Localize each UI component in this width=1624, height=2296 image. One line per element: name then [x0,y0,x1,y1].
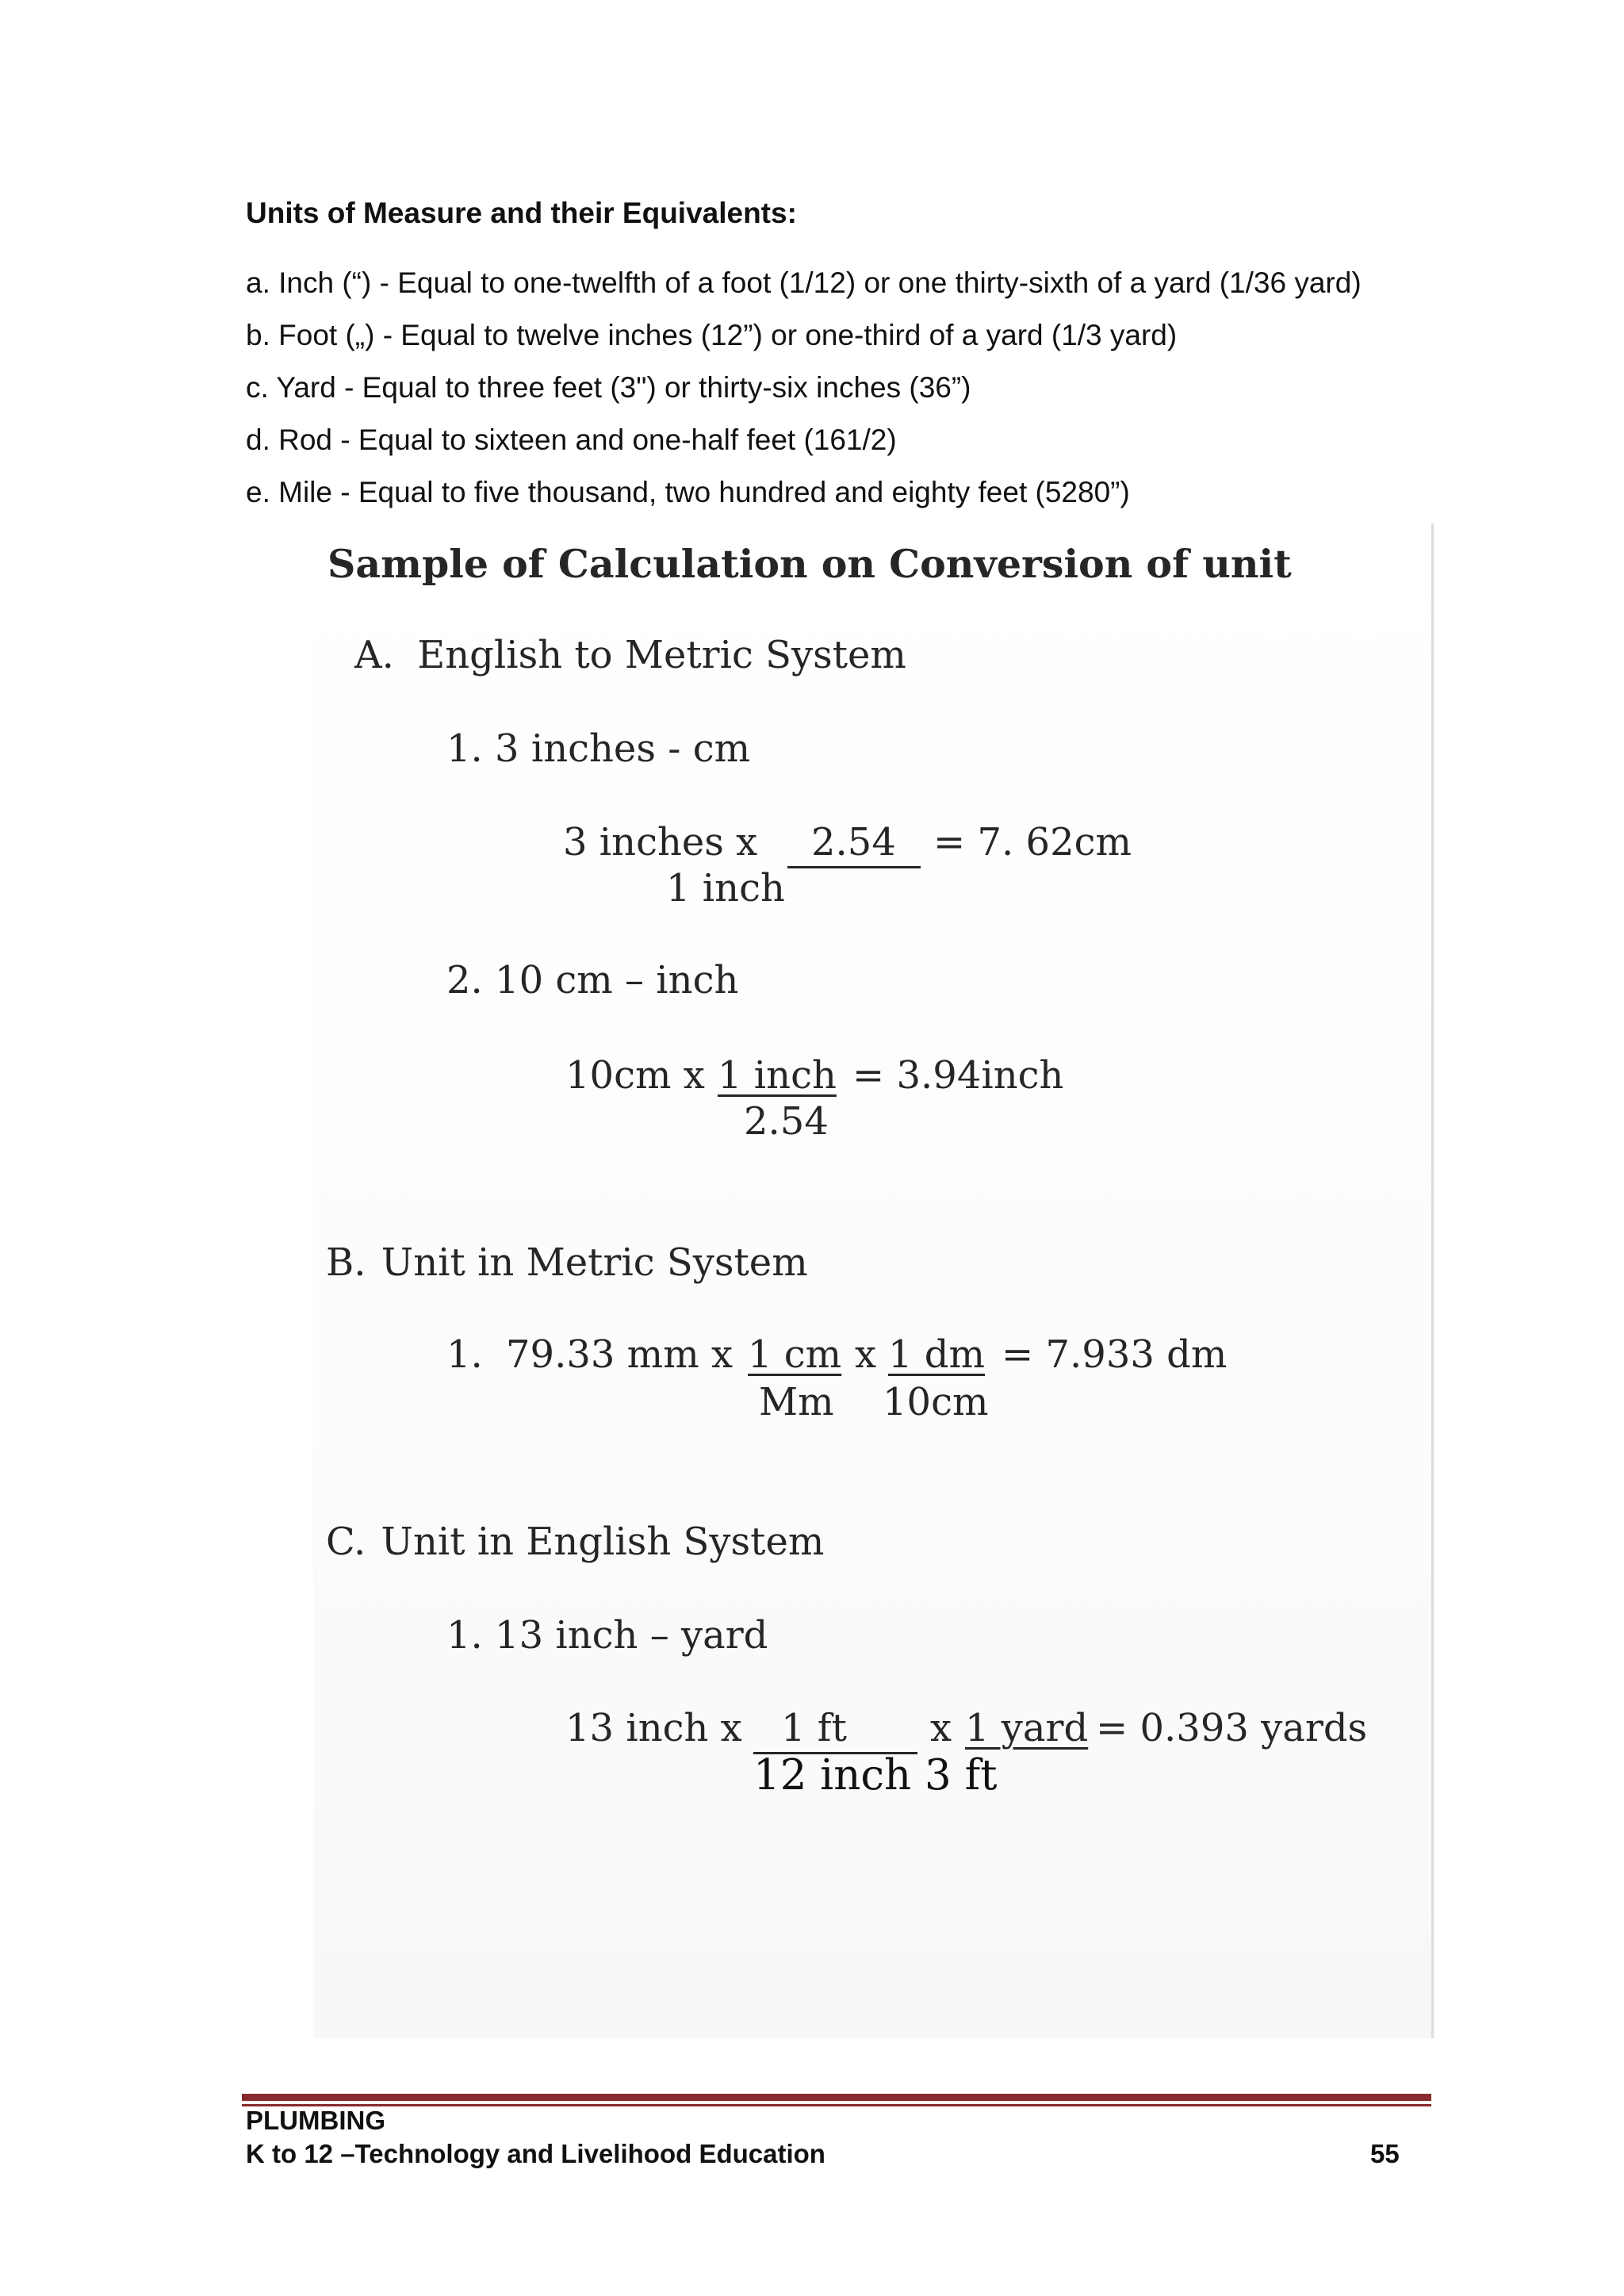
section-c-title: Unit in English System [381,1520,825,1564]
footer-rule-thin [242,2104,1431,2106]
scanned-sample-calculation [313,523,1434,2038]
section-a-item-2-result: = 3.94inch [852,1053,1064,1098]
section-c-item-1-lead: 13 inch x [565,1706,742,1750]
page-heading: Units of Measure and their Equivalents: [246,197,797,229]
section-b-item-1-denominator-1: Mm [759,1380,834,1424]
section-a-item-2-lead: 10cm x [565,1053,705,1098]
section-b-item-1-lead: 79.33 mm x [506,1332,733,1377]
footer-course: K to 12 –Technology and Livelihood Education [246,2139,825,2168]
section-a-heading [354,633,906,677]
section-a-title: English to Metric System [417,633,906,677]
section-b-item-1-multiply: x [855,1332,877,1377]
section-b-item-1-result: = 7.933 dm [1002,1332,1228,1377]
section-a-item-1-result: = 7. 62cm [933,820,1132,864]
section-b-item-1-numerator-2: 1 dm [888,1332,986,1377]
footer-rule [242,2094,1431,2101]
section-c-item-1-multiply: x [930,1706,952,1750]
section-a-item-2-numerator: 1 inch [718,1053,837,1098]
equivalent-mile: e. Mile - Equal to five thousand, two hundred and eighty feet (5280”) [246,476,1130,508]
equivalent-yard: c. Yard - Equal to three feet (3") or thirty-six inches (36”) [246,371,971,404]
section-c-label: C. [326,1520,366,1564]
section-a-item-1-numerator: 2.54 [811,820,896,864]
equivalents-list [246,262,1362,523]
section-a-item-2-denominator: 2.54 [744,1099,829,1144]
page-number: 55 [1370,2139,1400,2168]
section-b-heading [326,1240,808,1285]
section-a-item-1: 1. 3 inches - cm [446,726,751,771]
section-a-item-2: 2. 10 cm – inch [446,958,739,1002]
equivalent-rod: d. Rod - Equal to sixteen and one-half feet (161/2) [246,424,897,456]
section-b-item-1-denominator-2: 10cm [883,1380,989,1424]
section-c-item-1-denominator: 12 inch 3 ft [753,1751,998,1800]
footer-subject: PLUMBING [246,2106,385,2135]
section-a-label: A. [354,633,394,677]
section-a-item-1-denominator: 1 inch [666,866,785,910]
section-b-label: B. [326,1240,366,1285]
sample-title: Sample of Calculation on Conversion of unit [327,541,1292,587]
section-c-item-1-numerator-1: 1 ft [781,1706,847,1750]
section-c-heading [326,1520,824,1564]
section-c-item-1: 1. 13 inch – yard [446,1613,768,1658]
equivalent-foot: b. Foot („) - Equal to twelve inches (12”) or one-third of a yard (1/3 yard) [246,319,1178,351]
section-c-item-1-numerator-2: 1 yard [965,1706,1089,1750]
section-c-item-1-result: = 0.393 yards [1096,1706,1368,1750]
fraction-bar [787,866,921,868]
section-b-item-1-label: 1. [446,1332,483,1377]
section-b-title: Unit in Metric System [381,1240,808,1285]
section-b-item-1-numerator-1: 1 cm [748,1332,842,1377]
section-a-item-1-lead: 3 inches x [563,820,758,864]
equivalent-inch: a. Inch (“) - Equal to one-twelfth of a foot (1/12) or one thirty-sixth of a yard (1/36 yard) [246,266,1362,299]
